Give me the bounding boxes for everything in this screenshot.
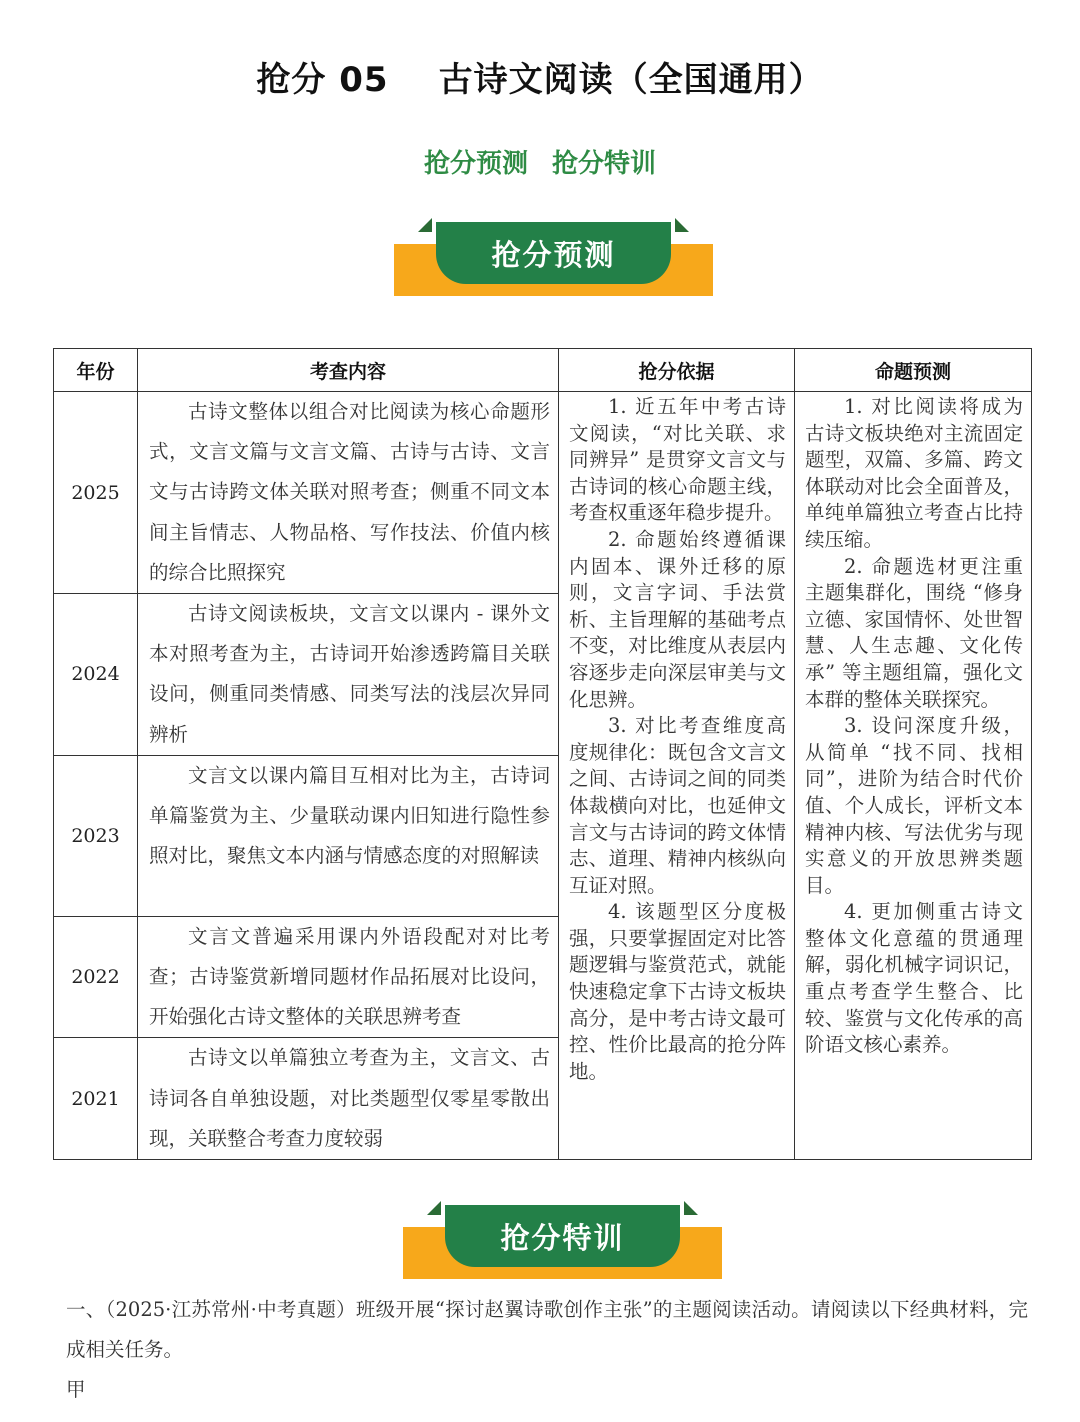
banner-fold-left [427, 1201, 441, 1215]
basis-cell [559, 392, 795, 1160]
year-cell: 2021 [54, 1038, 138, 1160]
content-text: 古诗文以单篇独立考查为主，文言文、古诗词各自单独设题，对比类题型仅零星零散出现，关联整合考查力度较弱 [149, 1046, 550, 1150]
basis-point: 4. 该题型区分度极强，只要掌握固定对比答题逻辑与鉴赏范式，就能快速稳定拿下古诗文板块高分，是中考古诗文最可控、性价比最高的抢分阵地。 [569, 900, 786, 1083]
content-text: 古诗文整体以组合对比阅读为核心命题形式，文言文篇与文言文篇、古诗与古诗、文言文与古诗跨文体关联对照考查；侧重不同文本间主旨情志、人物品格、写作技法、价值内核的综合比照探究 [149, 400, 550, 584]
header-year: 年份 [54, 349, 138, 392]
subtitle-forecast: 抢分预测 [423, 149, 528, 179]
forecast-point: 4. 更加侧重古诗文整体文化意蕴的贯通理解，弱化机械字词识记，重点考查学生整合、比较、鉴赏与文化传承的高阶语文核心素养。 [805, 900, 1023, 1057]
banner-fold-right [684, 1201, 698, 1215]
year-cell: 2025 [54, 392, 138, 594]
section-banner-training [403, 1201, 722, 1279]
basis-point: 2. 命题始终遵循课内固本、课外迁移的原则，文言字词、手法赏析、主旨理解的基础考点不变，对比维度从表层内容逐步走向深层审美与文化思辨。 [569, 527, 786, 711]
forecast-table [53, 348, 1032, 1160]
content-cell [138, 392, 559, 594]
section-banner-forecast [394, 218, 713, 296]
content-text: 古诗文阅读板块，文言文以课内 - 课外文本对照考查为主，古诗词开始渗透跨篇目关联设问，侧重同类情感、同类写法的浅层次异同辨析 [149, 602, 550, 746]
forecast-point: 3. 设问深度升级，从简单 “找不同、找相同”，进阶为结合时代价值、个人成长，评析文本精神内核、写法优劣与现实意义的开放思辨类题目。 [805, 714, 1023, 897]
header-forecast: 命题预测 [795, 349, 1032, 392]
table-row [54, 392, 1032, 594]
title-part1: 抢分 05 [256, 60, 389, 100]
basis-point: 1. 近五年中考古诗文阅读，“对比关联、求同辨异” 是贯穿文言文与古诗词的核心命题主线，考查权重逐年稳步提升。 [569, 395, 786, 525]
header-content: 考查内容 [138, 349, 559, 392]
material-label: 甲 [66, 1378, 86, 1401]
header-basis: 抢分依据 [559, 349, 795, 392]
forecast-cell [795, 392, 1032, 1160]
year-cell: 2024 [54, 594, 138, 756]
content-cell [138, 594, 559, 756]
year-cell: 2022 [54, 916, 138, 1038]
content-text: 文言文普遍采用课内外语段配对对比考查；古诗鉴赏新增同题材作品拓展对比设问，开始强化古诗文整体的关联思辨考查 [149, 924, 550, 1029]
table-header-row [54, 349, 1032, 392]
content-cell [138, 1038, 559, 1160]
content-cell [138, 916, 559, 1038]
forecast-point: 1. 对比阅读将成为古诗文板块绝对主流固定题型，双篇、多篇、跨文体联动对比会全面普及，单纯单篇独立考查占比持续压缩。 [805, 395, 1023, 551]
question-text: 一、（2025·江苏常州·中考真题）班级开展“探讨赵翼诗歌创作主张”的主题阅读活动。请阅读以下经典材料，完成相关任务。 [66, 1298, 1028, 1361]
title-part2: 古诗文阅读（全国通用） [438, 60, 824, 100]
subtitle-training: 抢分特训 [552, 149, 657, 179]
page-title [0, 52, 1080, 101]
banner-label: 抢分特训 [445, 1205, 680, 1267]
banner-label: 抢分预测 [436, 222, 671, 284]
content-text: 文言文以课内篇目互相对比为主，古诗词单篇鉴赏为主、少量联动课内旧知进行隐性参照对比，聚焦文本内涵与情感态度的对照解读 [149, 763, 550, 868]
forecast-point: 2. 命题选材更注重主题集群化，围绕 “修身立德、家国情怀、处世智慧、人生志趣、文化传承” 等主题组篇，强化文本群的整体关联探究。 [805, 554, 1023, 711]
page-subtitle [0, 143, 1080, 180]
content-cell [138, 755, 559, 916]
year-cell: 2023 [54, 755, 138, 916]
banner-fold-left [418, 218, 432, 232]
basis-point: 3. 对比考查维度高度规律化：既包含文言文之间、古诗词之间的同类体裁横向对比，也延伸文言文与古诗词的跨文体情志、道理、精神内核纵向互证对照。 [569, 714, 786, 897]
banner-fold-right [675, 218, 689, 232]
